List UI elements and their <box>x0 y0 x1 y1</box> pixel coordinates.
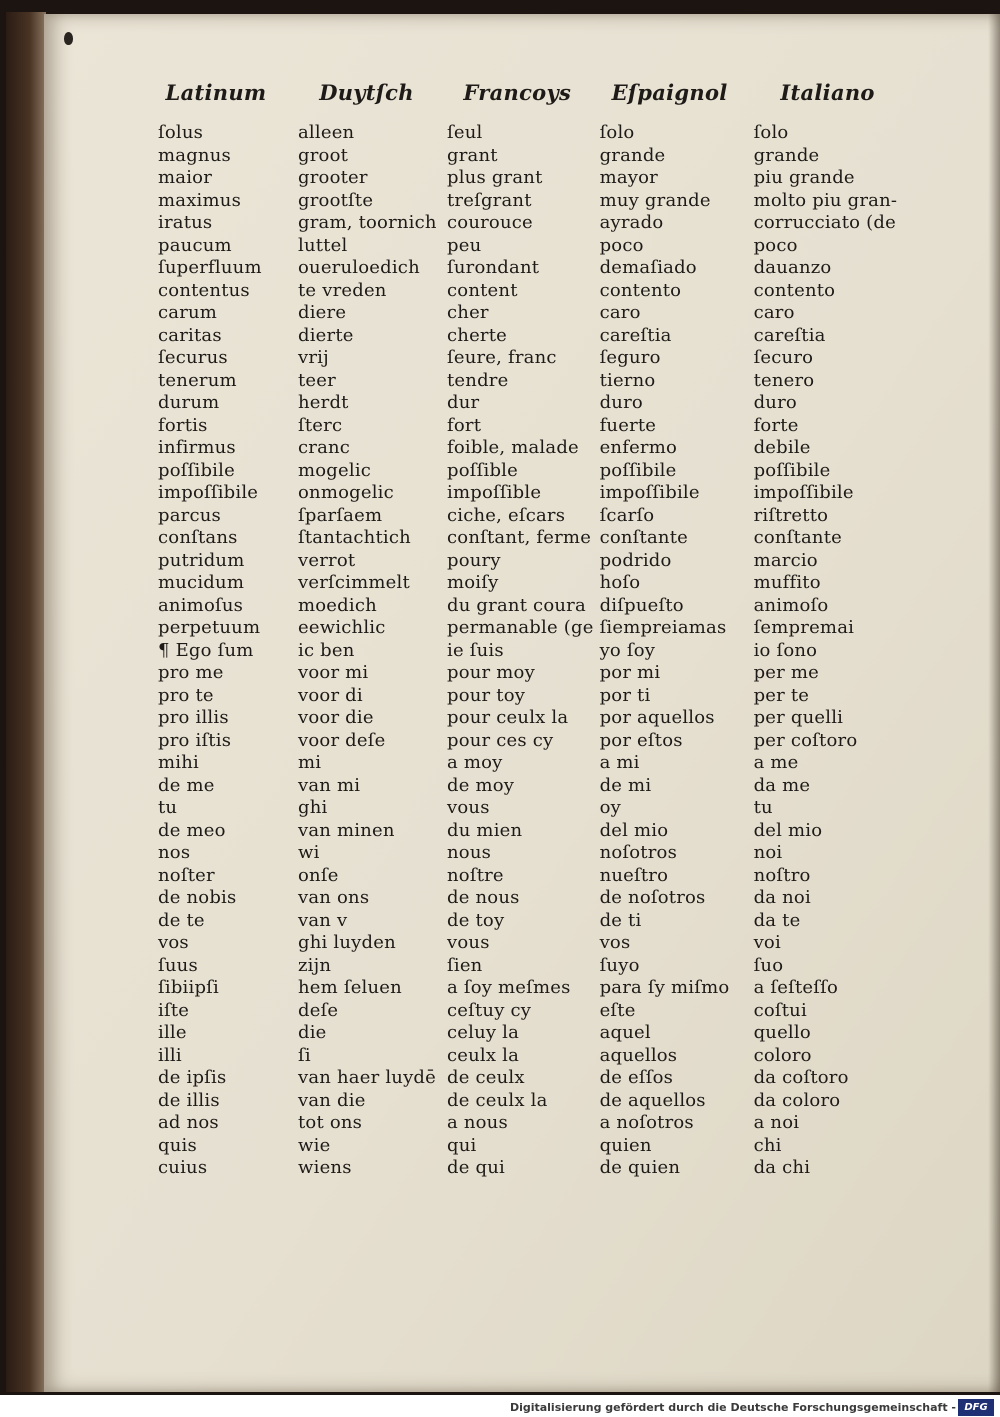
latin-word: maximus <box>158 189 242 211</box>
french-word: grant <box>447 144 498 166</box>
spanish-word: por aquellos <box>599 707 715 728</box>
spanish-word: ſolo <box>599 122 635 143</box>
latin-word: caritas <box>158 324 222 346</box>
spanish-word: mayor <box>599 167 658 188</box>
table-row <box>140 122 910 145</box>
spanish-word: yo ſoy <box>599 639 656 661</box>
italian-word: piu grande <box>753 167 855 188</box>
dutch-word: ghi <box>298 797 328 818</box>
french-word: vous <box>447 797 490 818</box>
italian-word: per me <box>753 662 819 683</box>
french-word: pour moy <box>447 662 535 683</box>
italian-word: molto piu gran- <box>753 189 898 211</box>
french-word: ceſtuy cy <box>447 999 532 1021</box>
italian-word: marcio <box>753 549 818 571</box>
dutch-word: van minen <box>298 819 395 841</box>
latin-word: tu <box>158 797 178 818</box>
table-row <box>140 1157 910 1180</box>
french-word: conſtant, ferme <box>447 527 592 548</box>
table-row <box>140 257 910 280</box>
latin-word: ſecurus <box>158 347 228 368</box>
dutch-word: voor di <box>298 684 363 706</box>
header-latin: Latinum <box>165 79 267 105</box>
french-word: moiſy <box>447 572 499 593</box>
table-row <box>140 1067 910 1090</box>
italian-word: da coſtoro <box>753 1067 849 1088</box>
french-word: courouce <box>447 212 533 233</box>
italian-word: a me <box>753 752 799 773</box>
french-word: cher <box>447 302 489 323</box>
table-row <box>140 325 910 348</box>
spanish-word: impoſſibile <box>599 482 700 503</box>
dfg-logo: DFG <box>958 1399 994 1416</box>
table-row <box>140 190 910 213</box>
spanish-word: ayrado <box>599 212 664 233</box>
italian-word: da me <box>753 774 811 796</box>
italian-word: riſtretto <box>753 504 829 526</box>
dutch-word: mi <box>298 752 322 773</box>
spanish-word: eſte <box>599 999 636 1021</box>
french-word: foible, malade <box>447 437 579 458</box>
table-row <box>140 662 910 685</box>
table-row <box>140 212 910 235</box>
dutch-word: teer <box>298 369 336 391</box>
table-row <box>140 370 910 393</box>
table-row <box>140 235 910 258</box>
spanish-word: oy <box>599 797 621 818</box>
french-word: ſeul <box>447 122 483 143</box>
french-word: a ſoy meſmes <box>447 977 571 998</box>
italian-word: chi <box>753 1134 782 1156</box>
spanish-word: de noſotros <box>599 887 706 908</box>
italian-word: da coloro <box>753 1089 841 1111</box>
latin-word: de ipſis <box>158 1067 227 1088</box>
spanish-word: de eſſos <box>599 1067 674 1088</box>
spanish-word: ſiempreiamas <box>599 617 727 638</box>
french-word: ie ſuis <box>447 639 504 661</box>
vocabulary-table <box>140 62 910 1180</box>
latin-word: pro te <box>158 684 214 706</box>
spanish-word: ſuyo <box>599 954 640 976</box>
italian-word: poco <box>753 234 798 256</box>
dutch-word: van v <box>298 909 348 931</box>
table-row <box>140 797 910 820</box>
italian-word: per te <box>753 684 810 706</box>
dutch-word: oueruloedich <box>298 257 420 278</box>
french-word: peu <box>447 234 482 256</box>
french-word: du mien <box>447 819 523 841</box>
latin-word: iratus <box>158 212 213 233</box>
latin-word: ſibiipſi <box>158 977 219 998</box>
italian-word: ſempremai <box>753 617 855 638</box>
french-word: poſſible <box>447 459 518 481</box>
french-word: vous <box>447 932 490 953</box>
latin-word: noſter <box>158 864 215 886</box>
spanish-word: poco <box>599 234 644 256</box>
italian-word: contento <box>753 279 836 301</box>
french-word: ſeure, franc <box>447 347 557 368</box>
french-word: qui <box>447 1134 477 1156</box>
latin-word: paucum <box>158 234 232 256</box>
french-word: ſien <box>447 954 483 976</box>
french-word: de nous <box>447 887 520 908</box>
spanish-word: de mi <box>599 774 652 796</box>
dutch-word: moedich <box>298 594 377 616</box>
latin-word: poſſibile <box>158 459 235 481</box>
table-row <box>140 910 910 933</box>
latin-word: infirmus <box>158 437 236 458</box>
dutch-word: herdt <box>298 392 349 413</box>
latin-word: contentus <box>158 279 250 301</box>
table-row <box>140 167 910 190</box>
dutch-word: verſcimmelt <box>298 572 410 593</box>
dutch-word: groot <box>298 144 349 166</box>
italian-word: noi <box>753 842 783 863</box>
italian-word: animoſo <box>753 594 829 616</box>
spanish-word: ſeguro <box>599 347 661 368</box>
italian-word: coloro <box>753 1044 812 1066</box>
latin-word: quis <box>158 1134 197 1156</box>
dutch-word: ic ben <box>298 639 355 661</box>
dutch-word: voor die <box>298 707 374 728</box>
dutch-word: luttel <box>298 234 348 256</box>
latin-word: durum <box>158 392 220 413</box>
table-row <box>140 820 910 843</box>
dutch-word: gram, toornich <box>298 212 437 233</box>
italian-word: a noi <box>753 1112 800 1133</box>
dutch-word: van ons <box>298 887 370 908</box>
french-word: du grant coura <box>447 594 586 616</box>
french-word: de moy <box>447 774 515 796</box>
spanish-word: caro <box>599 302 641 323</box>
latin-word: illi <box>158 1044 182 1066</box>
latin-word: putridum <box>158 549 245 571</box>
italian-word: da chi <box>753 1157 811 1178</box>
dutch-word: die <box>298 1022 327 1043</box>
latin-word: mucidum <box>158 572 245 593</box>
french-word: ciche, eſcars <box>447 504 566 526</box>
italian-word: del mio <box>753 819 823 841</box>
table-row <box>140 437 910 460</box>
french-word: poury <box>447 549 501 571</box>
spanish-word: a noſotros <box>599 1112 694 1133</box>
french-word: tendre <box>447 369 509 391</box>
table-row <box>140 685 910 708</box>
italian-word: corrucciato (de <box>753 212 896 233</box>
latin-word: ad nos <box>158 1112 219 1133</box>
dutch-word: deſe <box>298 999 339 1021</box>
ink-blot <box>64 32 73 45</box>
spanish-word: ſcarſo <box>599 504 655 526</box>
spanish-word: duro <box>599 392 643 413</box>
page-shadow <box>988 14 1000 1392</box>
dutch-word: grooter <box>298 167 368 188</box>
table-row <box>140 550 910 573</box>
italian-word: grande <box>753 144 820 166</box>
italian-word: ſecuro <box>753 347 814 368</box>
table-row <box>140 527 910 550</box>
latin-word: de meo <box>158 819 226 841</box>
table-row <box>140 977 910 1000</box>
table-row <box>140 640 910 663</box>
latin-word: fortis <box>158 414 208 436</box>
latin-word: ille <box>158 1022 187 1043</box>
french-word: fort <box>447 414 482 436</box>
table-row <box>140 460 910 483</box>
table-row <box>140 302 910 325</box>
spanish-word: nueſtro <box>599 864 669 886</box>
digitization-credit: Digitalisierung gefördert durch die Deutsche Forschungsgemeinschaft - <box>509 1401 956 1414</box>
spanish-word: de ti <box>599 909 642 931</box>
table-row <box>140 1112 910 1135</box>
italian-word: da noi <box>753 887 811 908</box>
latin-word: maior <box>158 167 212 188</box>
italian-word: tenero <box>753 369 815 391</box>
table-row <box>140 505 910 528</box>
spanish-word: aquel <box>599 1022 651 1043</box>
italian-word: caro <box>753 302 795 323</box>
italian-word: noſtro <box>753 864 811 886</box>
spanish-word: careſtia <box>599 324 672 346</box>
french-word: dur <box>447 392 480 413</box>
dutch-word: cranc <box>298 437 351 458</box>
spanish-word: noſotros <box>599 842 678 863</box>
dutch-word: eewichlic <box>298 617 386 638</box>
latin-word: animoſus <box>158 594 244 616</box>
french-word: de ceulx la <box>447 1089 548 1111</box>
dutch-word: vrij <box>298 347 329 368</box>
book-spine-edge <box>6 12 46 1392</box>
table-row <box>140 280 910 303</box>
italian-word: coſtui <box>753 999 807 1021</box>
dutch-word: mogelic <box>298 459 372 481</box>
spanish-word: diſpueſto <box>599 594 684 616</box>
italian-word: tu <box>753 797 773 818</box>
french-word: pour ces cy <box>447 729 554 751</box>
french-word: pour toy <box>447 684 526 706</box>
table-row <box>140 392 910 415</box>
french-word: noſtre <box>447 864 504 886</box>
french-word: plus grant <box>447 167 543 188</box>
table-row <box>140 482 910 505</box>
spanish-word: por mi <box>599 662 661 683</box>
latin-word: ¶ Ego ſum <box>158 639 254 661</box>
french-word: ceulx la <box>447 1044 520 1066</box>
dutch-word: wie <box>298 1134 331 1156</box>
italian-word: careſtia <box>753 324 826 346</box>
table-row <box>140 1135 910 1158</box>
header-italian: Italiano <box>780 79 875 105</box>
spanish-word: hoſo <box>599 572 641 593</box>
italian-word: voi <box>753 932 781 953</box>
table-row <box>140 572 910 595</box>
dutch-word: van mi <box>298 774 361 796</box>
table-row <box>140 1000 910 1023</box>
spanish-word: quien <box>599 1134 652 1156</box>
table-row <box>140 932 910 955</box>
italian-word: per quelli <box>753 707 844 728</box>
table-row <box>140 752 910 775</box>
spanish-word: muy grande <box>599 189 711 211</box>
table-row <box>140 730 910 753</box>
latin-word: conſtans <box>158 527 238 548</box>
dutch-word: ſtantachtich <box>298 527 411 548</box>
latin-word: mihi <box>158 752 199 773</box>
latin-word: parcus <box>158 504 221 526</box>
latin-word: impoſſibile <box>158 482 259 503</box>
italian-word: a ſeſteſſo <box>753 977 839 998</box>
header-spanish: Eſpaignol <box>611 79 728 105</box>
dutch-word: ſi <box>298 1044 311 1066</box>
table-row <box>140 707 910 730</box>
dutch-word: hem ſeluen <box>298 977 402 998</box>
dutch-word: dierte <box>298 324 354 346</box>
latin-word: vos <box>158 932 189 953</box>
spanish-word: vos <box>599 932 631 953</box>
dutch-word: van haer luydē <box>298 1067 437 1088</box>
latin-word: ſolus <box>158 122 204 143</box>
french-word: de ceulx <box>447 1067 525 1088</box>
french-word: content <box>447 279 518 301</box>
vocabulary-body <box>140 122 910 1180</box>
latin-word: de illis <box>158 1089 220 1111</box>
latin-word: magnus <box>158 144 231 166</box>
table-row <box>140 617 910 640</box>
italian-word: forte <box>753 414 799 436</box>
spanish-word: aquellos <box>599 1044 678 1066</box>
french-word: cherte <box>447 324 508 346</box>
dutch-word: onſe <box>298 864 339 886</box>
french-word: celuy la <box>447 1022 520 1043</box>
dutch-word: ſparſaem <box>298 504 383 526</box>
french-word: de toy <box>447 909 505 931</box>
french-word: impoſſible <box>447 482 542 503</box>
latin-word: perpetuum <box>158 617 261 638</box>
spanish-word: enfermo <box>599 437 678 458</box>
spanish-word: de quien <box>599 1157 681 1178</box>
latin-word: de me <box>158 774 215 796</box>
italian-word: da te <box>753 909 801 931</box>
latin-word: carum <box>158 302 218 323</box>
latin-word: ſuperfluum <box>158 257 262 278</box>
french-word: treſgrant <box>447 189 532 211</box>
french-word: a nous <box>447 1112 508 1133</box>
latin-word: cuius <box>158 1157 208 1178</box>
french-word: a moy <box>447 752 503 773</box>
italian-word: muffito <box>753 572 821 593</box>
table-row <box>140 1022 910 1045</box>
latin-word: iſte <box>158 999 190 1021</box>
spanish-word: conſtante <box>599 527 688 548</box>
latin-word: de nobis <box>158 887 237 908</box>
italian-word: debile <box>753 437 811 458</box>
table-row <box>140 955 910 978</box>
french-word: de qui <box>447 1157 505 1178</box>
spanish-word: del mio <box>599 819 669 841</box>
dutch-word: onmogelic <box>298 482 394 503</box>
table-row <box>140 1045 910 1068</box>
table-row <box>140 775 910 798</box>
french-word: ſurondant <box>447 257 540 278</box>
latin-word: pro me <box>158 662 224 683</box>
spanish-word: grande <box>599 144 666 166</box>
spanish-word: poſſibile <box>599 459 677 481</box>
dutch-word: grootſte <box>298 189 374 211</box>
dutch-word: te vreden <box>298 279 387 301</box>
italian-word: ſolo <box>753 122 789 143</box>
spanish-word: contento <box>599 279 682 301</box>
dutch-word: ghi luyden <box>298 932 396 953</box>
dutch-word: tot ons <box>298 1112 363 1133</box>
dutch-word: ſterc <box>298 414 343 436</box>
header-row <box>140 62 910 122</box>
french-word: nous <box>447 842 492 863</box>
spanish-word: por eſtos <box>599 729 683 751</box>
dutch-word: diere <box>298 302 347 323</box>
table-row <box>140 347 910 370</box>
dutch-word: wi <box>298 842 320 863</box>
table-row <box>140 842 910 865</box>
latin-word: nos <box>158 842 191 863</box>
latin-word: pro illis <box>158 707 229 728</box>
italian-word: io ſono <box>753 639 818 661</box>
dutch-word: zijn <box>298 954 332 976</box>
latin-word: de te <box>158 909 205 931</box>
spanish-word: para ſy miſmo <box>599 977 730 998</box>
table-row <box>140 887 910 910</box>
french-word: pour ceulx la <box>447 707 569 728</box>
dutch-word: van die <box>298 1089 366 1111</box>
dutch-word: wiens <box>298 1157 352 1178</box>
table-row <box>140 595 910 618</box>
table-row <box>140 145 910 168</box>
table-row <box>140 1090 910 1113</box>
dutch-word: voor mi <box>298 662 369 683</box>
header-french: Francoys <box>463 79 572 105</box>
spanish-word: fuerte <box>599 414 657 436</box>
spanish-word: de aquellos <box>599 1089 706 1111</box>
dutch-word: verrot <box>298 549 356 571</box>
header-dutch: Duytſch <box>319 79 414 105</box>
italian-word: duro <box>753 392 797 413</box>
italian-word: poſſibile <box>753 459 831 481</box>
italian-word: conſtante <box>753 527 842 548</box>
spanish-word: podrido <box>599 549 672 571</box>
spanish-word: a mi <box>599 752 640 773</box>
latin-word: ſuus <box>158 954 198 976</box>
dutch-word: alleen <box>298 122 355 143</box>
spanish-word: por ti <box>599 684 651 706</box>
spanish-word: tierno <box>599 369 656 391</box>
latin-word: tenerum <box>158 369 237 391</box>
italian-word: dauanzo <box>753 257 832 278</box>
italian-word: ſuo <box>753 954 784 976</box>
italian-word: impoſſibile <box>753 482 854 503</box>
french-word: permanable (ge <box>447 617 594 638</box>
table-row <box>140 415 910 438</box>
italian-word: per coſtoro <box>753 729 858 751</box>
latin-word: pro iſtis <box>158 729 232 751</box>
dutch-word: voor deſe <box>298 729 386 751</box>
spanish-word: demaſiado <box>599 257 697 278</box>
table-row <box>140 865 910 888</box>
italian-word: quello <box>753 1022 811 1043</box>
